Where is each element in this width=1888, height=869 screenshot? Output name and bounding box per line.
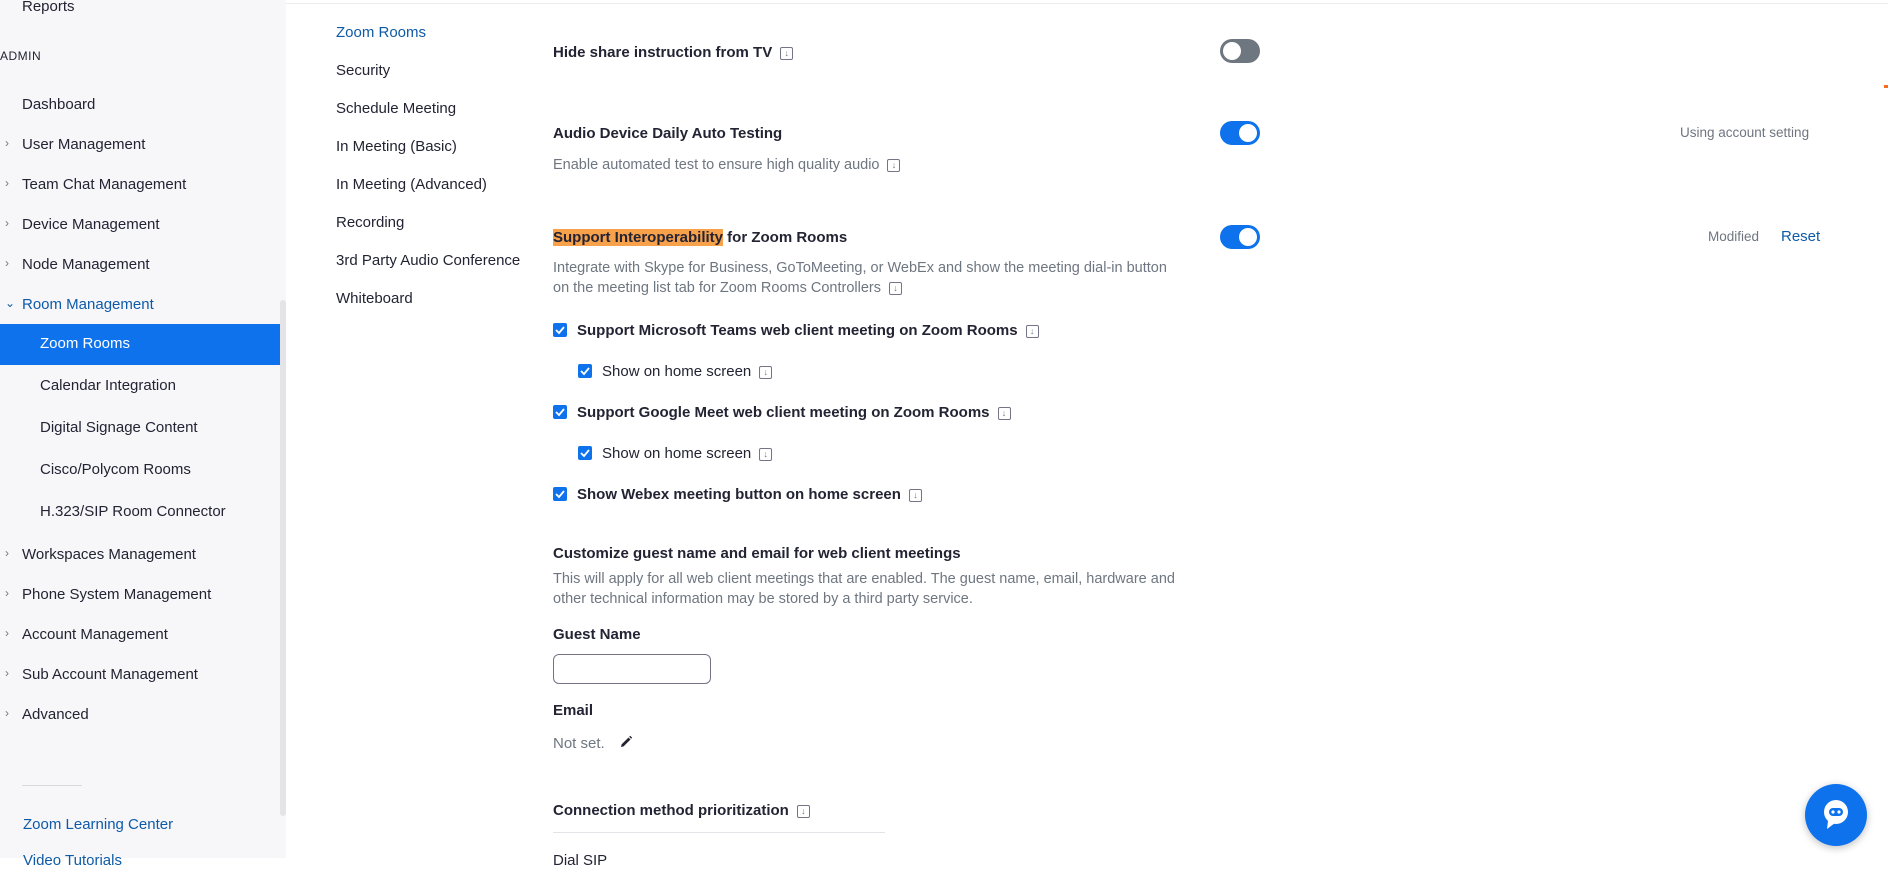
search-highlight: Support Interoperability: [553, 229, 724, 246]
guest-name-input[interactable]: [553, 654, 711, 684]
info-icon[interactable]: ↓: [909, 489, 922, 502]
subnav-whiteboard[interactable]: Whiteboard: [336, 290, 413, 307]
hide-share-title: [553, 44, 793, 61]
sidebar-item-label: Calendar Integration: [40, 377, 176, 394]
teams-home-checkbox[interactable]: [578, 364, 592, 378]
guest-description: [553, 569, 1253, 609]
info-icon[interactable]: ↓: [887, 159, 900, 172]
sidebar-subitem-digital-signage[interactable]: [0, 408, 282, 449]
email-value: [553, 735, 633, 753]
audio-test-status: Using account setting: [1680, 125, 1810, 140]
subnav-in-meeting-basic[interactable]: In Meeting (Basic): [336, 138, 457, 155]
description-line: Integrate with Skype for Business, GoToMeeting, or WebEx and show the meeting dial-in button: [553, 260, 1167, 276]
option-label: Support Google Meet web client meeting on Zoom Rooms: [577, 404, 990, 421]
meet-home-checkbox[interactable]: [578, 446, 592, 460]
description-line: [553, 278, 1233, 298]
sidebar-item-label: Node Management: [22, 256, 150, 273]
zoom-learning-center-link[interactable]: Zoom Learning Center: [23, 816, 174, 833]
info-icon[interactable]: ↓: [759, 448, 772, 461]
interop-description: [553, 258, 1233, 298]
sidebar-subitem-calendar-integration[interactable]: [0, 366, 282, 407]
sidebar-item-label: Cisco/Polycom Rooms: [40, 461, 191, 478]
teams-option[interactable]: [553, 322, 1039, 339]
sidebar-item-label: H.323/SIP Room Connector: [40, 503, 226, 520]
video-tutorials-link[interactable]: Video Tutorials: [23, 852, 122, 869]
chat-bot-button[interactable]: [1805, 784, 1867, 846]
sidebar-item-label: Account Management: [22, 626, 168, 643]
interop-title: [553, 229, 847, 246]
description-line: other technical information may be stored by a third party service.: [553, 591, 973, 607]
setting-title-text: Hide share instruction from TV: [553, 44, 773, 61]
sidebar-item-label: Device Management: [22, 216, 160, 233]
subnav-recording[interactable]: Recording: [336, 214, 405, 231]
sidebar-section-admin: ADMIN: [0, 49, 42, 63]
option-label: Show on home screen: [602, 363, 752, 380]
sidebar-subitem-h323-sip[interactable]: [0, 492, 282, 533]
interop-toggle[interactable]: [1220, 225, 1260, 249]
toggle-knob: [1239, 124, 1257, 142]
audio-test-description: [553, 155, 900, 175]
guest-name-label: Guest Name: [553, 626, 641, 643]
setting-title-text: for Zoom Rooms: [723, 229, 848, 246]
toggle-knob: [1239, 228, 1257, 246]
chevron-down-icon: ⌄: [5, 296, 16, 310]
meet-home-option[interactable]: [578, 445, 772, 462]
guest-title: Customize guest name and email for web client meetings: [553, 545, 961, 562]
info-icon[interactable]: ↓: [1026, 325, 1039, 338]
chevron-right-icon: ›: [5, 216, 9, 230]
chevron-right-icon: ›: [5, 136, 9, 150]
admin-sidebar: [0, 0, 286, 869]
sidebar-item-label: Reports: [22, 0, 75, 15]
chevron-right-icon: ›: [5, 256, 9, 270]
connection-title: [553, 802, 810, 819]
chat-bot-icon: [1822, 799, 1850, 831]
chevron-right-icon: ›: [5, 586, 9, 600]
chevron-right-icon: ›: [5, 706, 9, 720]
setting-title-text: Audio Device Daily Auto Testing: [553, 125, 783, 142]
teams-checkbox[interactable]: [553, 323, 567, 337]
subnav-3rd-party-audio[interactable]: 3rd Party Audio Conference: [336, 252, 521, 269]
info-icon[interactable]: ↓: [889, 282, 902, 295]
sidebar-item-label: Team Chat Management: [22, 176, 187, 193]
option-label: Show Webex meeting button on home screen: [577, 486, 901, 503]
interop-reset-link[interactable]: Reset: [1781, 228, 1821, 245]
sidebar-item-label: Zoom Rooms: [40, 335, 131, 352]
connection-next-item: Dial SIP: [553, 852, 608, 869]
audio-test-title: [553, 125, 782, 142]
info-icon[interactable]: ↓: [759, 366, 772, 379]
option-label: Show on home screen: [602, 445, 752, 462]
option-label: Support Microsoft Teams web client meeting on Zoom Rooms: [577, 322, 1018, 339]
chevron-right-icon: ›: [5, 666, 9, 680]
hide-share-toggle[interactable]: [1220, 39, 1260, 63]
sidebar-subitem-zoom-rooms[interactable]: [0, 324, 282, 365]
meet-checkbox[interactable]: [553, 405, 567, 419]
subnav-zoom-rooms[interactable]: Zoom Rooms: [336, 24, 427, 41]
sidebar-item-label: Workspaces Management: [22, 546, 196, 563]
info-icon[interactable]: ↓: [780, 47, 793, 60]
audio-test-toggle[interactable]: [1220, 121, 1260, 145]
notification-marker: [1884, 85, 1888, 88]
email-label: Email: [553, 702, 594, 719]
setting-description-text: Enable automated test to ensure high quality audio: [553, 157, 880, 173]
sidebar-scrollbar[interactable]: [280, 300, 286, 816]
teams-home-option[interactable]: [578, 363, 772, 380]
toggle-knob: [1223, 42, 1241, 60]
meet-option[interactable]: [553, 404, 1011, 421]
email-value-text: Not set.: [553, 735, 605, 752]
interop-status: Modified: [1708, 229, 1760, 244]
webex-checkbox[interactable]: [553, 487, 567, 501]
sidebar-item-label: Phone System Management: [22, 586, 212, 603]
chevron-right-icon: ›: [5, 176, 9, 190]
connection-divider: [553, 832, 885, 833]
sidebar-item-label: Digital Signage Content: [40, 419, 198, 436]
sidebar-item-label: Advanced: [22, 706, 89, 723]
sidebar-subitem-cisco-polycom[interactable]: [0, 450, 282, 491]
chevron-right-icon: ›: [5, 626, 9, 640]
webex-option[interactable]: [553, 486, 922, 503]
description-line: This will apply for all web client meetings that are enabled. The guest name, email, hardware and: [553, 571, 1175, 587]
setting-title-text: Connection method prioritization: [553, 802, 789, 819]
sidebar-divider: [22, 785, 82, 786]
sidebar-item-label: User Management: [22, 136, 146, 153]
info-icon[interactable]: ↓: [797, 805, 810, 818]
info-icon[interactable]: ↓: [998, 407, 1011, 420]
subnav-in-meeting-advanced[interactable]: In Meeting (Advanced): [336, 176, 487, 193]
description-line-text: on the meeting list tab for Zoom Rooms Controllers: [553, 280, 881, 296]
sidebar-item-label: Sub Account Management: [22, 666, 198, 683]
sidebar-item-label: Dashboard: [22, 96, 96, 113]
settings-main: [553, 0, 1888, 869]
pencil-icon[interactable]: [619, 735, 633, 753]
subnav-security[interactable]: Security: [336, 62, 391, 79]
sidebar-item-label: Room Management: [22, 296, 154, 313]
chevron-right-icon: ›: [5, 546, 9, 560]
subnav-schedule-meeting[interactable]: Schedule Meeting: [336, 100, 457, 117]
